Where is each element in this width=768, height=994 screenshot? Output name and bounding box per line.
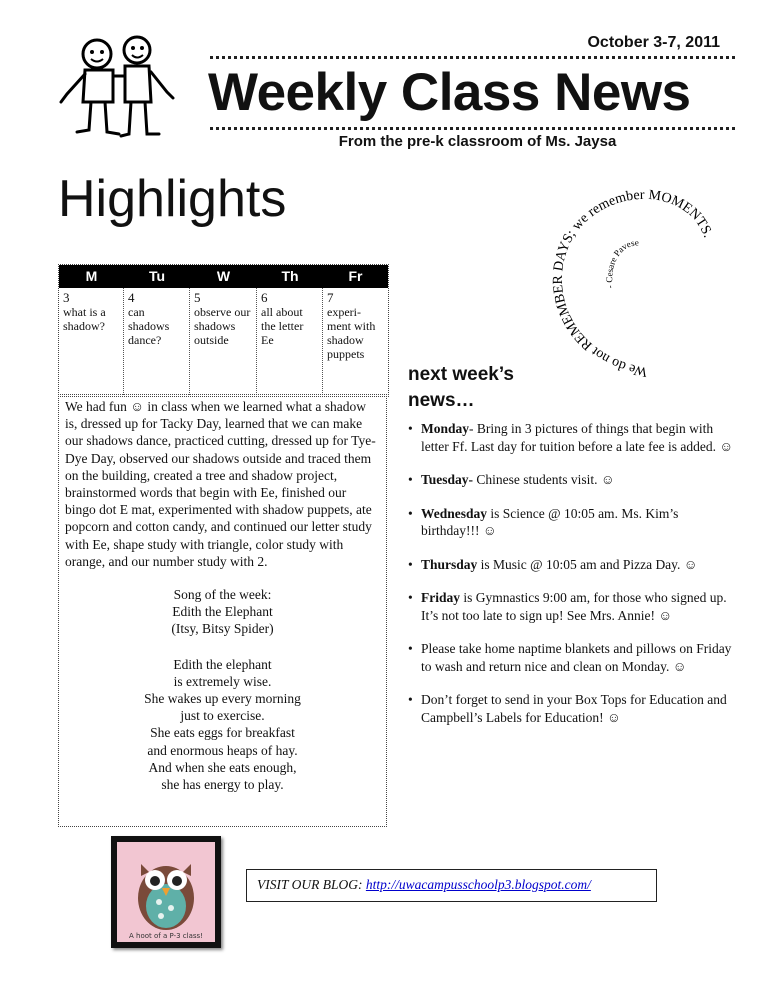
news-item [408, 420, 738, 455]
song-title: Edith the Elephant [172, 604, 273, 620]
song-of-week [65, 586, 380, 638]
song-lyrics [65, 656, 380, 794]
news-item-text: Please take home naptime blankets and pillows on Friday to wash and return nice and clean on Monday. ☺ [421, 641, 732, 674]
lyric-line: She eats eggs for breakfast [150, 725, 295, 741]
header-divider-top [210, 56, 735, 59]
news-item-day: Thursday [421, 556, 478, 572]
next-week-heading [408, 362, 514, 414]
newsletter-title: Weekly Class News [208, 63, 691, 122]
news-item-text: Chinese students visit. ☺ [473, 472, 615, 487]
owl-photo [111, 836, 221, 948]
kids-clipart-image [55, 32, 185, 142]
day-activity: what is a shadow? [63, 305, 106, 333]
lyric-line: is extremely wise. [173, 673, 272, 689]
newsletter-subtitle: From the pre-k classroom of Ms. Jaysa [338, 133, 617, 150]
header-divider-bottom [210, 127, 735, 130]
news-item-day: Tuesday- [421, 472, 474, 487]
news-item-text: is Music @ 10:05 am and Pizza Day. ☺ [477, 556, 698, 572]
lyric-line: she has energy to play. [161, 777, 284, 793]
news-item [408, 589, 738, 624]
blog-box [246, 869, 657, 902]
week-calendar-table [58, 264, 389, 397]
owl-caption: A hoot of a P-3 class! [129, 932, 203, 940]
next-week-list [408, 420, 738, 742]
day-number: 5 [194, 290, 201, 305]
highlights-heading: Highlights [58, 170, 287, 228]
news-item-text: - Bring in 3 pictures of things that begin with letter Ff. Last day for tuition before a late fee is added. ☺ [421, 421, 734, 454]
blog-label: VISIT OUR BLOG: [257, 877, 366, 892]
weekly-summary-box [58, 394, 387, 827]
day-activity: observe our shadows outside [194, 305, 251, 347]
next-week-heading-line2: news… [408, 390, 475, 411]
day-header: W [190, 265, 257, 288]
day-cell [124, 288, 190, 395]
spiral-quote [538, 178, 718, 378]
day-number: 6 [261, 290, 268, 305]
song-tune: (Itsy, Bitsy Spider) [171, 621, 274, 637]
day-header: Tu [124, 265, 190, 288]
day-number: 4 [128, 290, 135, 305]
quote-text: We do not REMEMBER DAYS; we remember MOMENTS. [550, 187, 716, 378]
news-item-day: Wednesday [421, 505, 488, 521]
day-activity: can shadows dance? [128, 305, 170, 347]
weekly-summary-text: We had fun ☺ in class when we learned what a shadow is, dressed up for Tacky Day, learned that we can make our shadows dance, practiced cutting, dressed up for Tye-Dye Day, observed our shadows outside and traced them on the building, created a tree and shadow project, brainstormed words that begin with Ee, finished our bingo dot E mat, experimented with shadow puppets, ate popcorn and cotton candy, and continued our letter study with Ee, shape study with triangle, color study with orange, and our number study with 2. [65, 399, 376, 569]
lyric-line: just to exercise. [180, 708, 265, 724]
news-item-text: is Science @ 10:05 am. Ms. Kim’s birthday!!! ☺ [421, 505, 679, 538]
news-item-text: is Gymnastics 9:00 am, for those who signed up. It’s not too late to sign up! See Mrs. Annie! ☺ [421, 590, 727, 623]
news-item-day: Friday [421, 590, 460, 605]
news-item [408, 471, 738, 489]
day-header: M [59, 265, 124, 288]
lyric-line: Edith the elephant [173, 656, 272, 672]
news-item-text: Don’t forget to send in your Box Tops for Education and Campbell’s Labels for Education! ☺ [421, 692, 727, 725]
next-week-heading-line1: next week’s [408, 364, 514, 385]
blog-link[interactable]: http://uwacampusschoolp3.blogspot.com/ [365, 877, 591, 892]
day-activity: all about the letter Ee [261, 305, 304, 347]
day-activity: experi-ment with shadow puppets [327, 305, 376, 361]
day-number: 3 [63, 290, 70, 305]
lyric-line: and enormous heaps of hay. [147, 742, 298, 758]
news-item [408, 505, 738, 540]
owl-icon [111, 836, 221, 948]
day-number: 7 [327, 290, 334, 305]
day-cell [257, 288, 323, 395]
news-item [408, 556, 738, 574]
lyric-line: And when she eats enough, [148, 759, 297, 775]
day-header: Fr [323, 265, 388, 288]
news-item [408, 640, 738, 675]
song-heading: Song of the week: [173, 587, 272, 603]
news-item-day: Monday [421, 421, 470, 436]
day-cell [323, 288, 388, 395]
day-cell [190, 288, 257, 395]
day-header: Th [257, 265, 323, 288]
quote-author: - Cesare Pavese [604, 237, 639, 290]
newsletter-date: October 3-7, 2011 [587, 34, 720, 51]
day-cell [59, 288, 124, 395]
news-item [408, 691, 738, 726]
lyric-line: She wakes up every morning [144, 691, 301, 707]
